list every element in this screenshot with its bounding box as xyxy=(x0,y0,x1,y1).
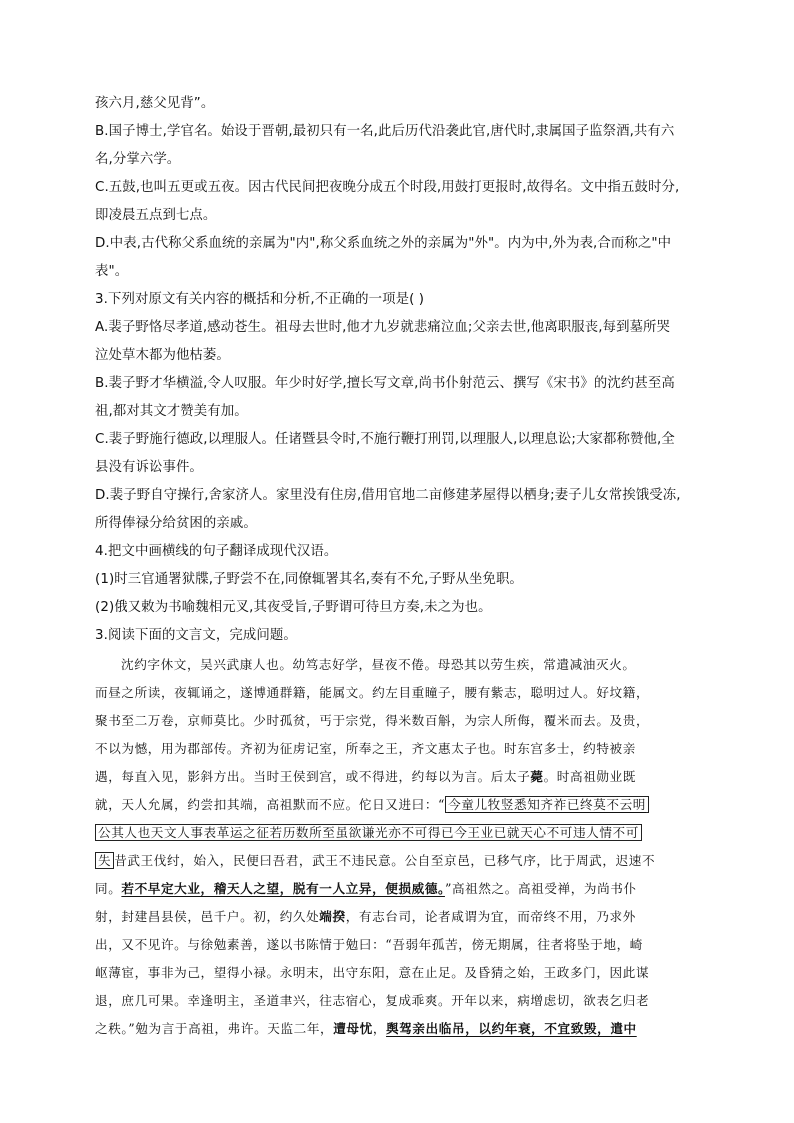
passage-line: 出，又不见许。与徐勉素善，遂以书陈情于勉曰：“吾弱年孤苦，傍无期属，往者将坠于地，崎 xyxy=(95,937,643,952)
passage-text: ，有志台司，论者咸谓为宜，而帝终不用，乃求外 xyxy=(345,909,636,924)
passage-text: 之秩。”勉为言于高祖，弗许。天监二年， xyxy=(95,1021,334,1036)
passage-line xyxy=(95,880,637,898)
passage-line: 退，庶几可果。幸逢明主，圣道聿兴，往志宿心，复成乖爽。开年以来，病增虑切，欲表乞归老 xyxy=(95,993,650,1008)
passage-line xyxy=(95,908,636,926)
passage-line: 沈约字休文，吴兴武康人也。幼笃志好学，昼夜不倦。母恐其以劳生疾，常遣减油灭火。 xyxy=(121,657,636,672)
text-line: 即凌晨五点到七点。 xyxy=(95,208,217,223)
underlined-sentence: 舆驾亲出临吊，以约年衰，不宜致毁，遣中 xyxy=(386,1021,637,1036)
passage-text: 就，天人允属，约尝扣其端，高祖默而不应。佗日又进曰：“ xyxy=(95,797,446,812)
question-4-stem: 4.把文中画横线的句子翻译成现代汉语。 xyxy=(95,544,338,559)
passage-text: 射，封建昌县侯，邑千户。初，约久处 xyxy=(95,909,320,924)
section-heading: 3.阅读下面的文言文，完成问题。 xyxy=(95,628,297,643)
passage-line: 聚书至二万卷，京师莫比。少时孤贫，丐于宗党，得米数百斛，为宗人所侮，覆米而去。及贵， xyxy=(95,713,650,728)
passage-line xyxy=(95,852,655,870)
passage-line xyxy=(95,796,649,814)
passage-line xyxy=(95,768,636,786)
passage-text: ”高祖然之。高祖受禅，为尚书仆 xyxy=(444,881,637,896)
passage-line: 岖薄宦，事非为己，望得小禄。永明末，出守东阳，意在止足。及昏猜之始，王政多门，因此谋 xyxy=(95,965,650,980)
text-line: 孩六月,慈父见背”。 xyxy=(95,96,215,111)
passage-text: 遇，每直入见，影斜方出。当时王侯到宫，或不得进，约每以为言。后太子 xyxy=(95,769,531,784)
text-line: B.国子博士,学官名。始设于晋朝,最初只有一名,此后历代沿袭此官,唐代时,隶属国子监祭酒,共有六 xyxy=(95,124,675,139)
option-d: D.裴子野自守操行,舍家济人。家里没有住房,借用官地二亩修建茅屋得以栖身;妻子儿女常挨饿受冻, xyxy=(95,488,681,503)
passage-line xyxy=(95,1020,637,1038)
emphasized-word: 遭母忧 xyxy=(333,1021,373,1036)
passage-line: 不以为憾，用为郡部传。齐初为征虏记室，所奉之王，齐文惠太子也。时东宫多士，约特被亲 xyxy=(95,741,636,756)
boxed-sentence: 今童儿牧竖悉知齐祚已终莫不云明 xyxy=(445,796,649,813)
text-line: 县没有诉讼事件。 xyxy=(95,460,203,475)
option-a: A.裴子野恪尽孝道,感动苍生。祖母去世时,他才九岁就悲痛泣血;父亲去世,他离职服丧,每到墓所哭 xyxy=(95,320,671,335)
passage-text: 同。 xyxy=(95,881,122,896)
text-line: D.中表,古代称父系血统的亲属为"内",称父系血统之外的亲属为"外"。内为中,外为表,合而称之"中 xyxy=(95,236,672,251)
text-line: C.五鼓,也叫五更或五夜。因古代民间把夜晚分成五个时段,用鼓打更报时,故得名。文中指五鼓时分, xyxy=(95,180,680,195)
emphasized-word: 薨 xyxy=(530,769,544,784)
passage-line: 而昼之所读，夜辄诵之，遂博通群籍，能属文。约左目重瞳子，腰有紫志，聪明过人。好坟籍， xyxy=(95,685,650,700)
option-b: B.裴子野才华横溢,令人叹服。年少时好学,擅长写文章,尚书仆射范云、撰写《宋书》的沈约甚至高 xyxy=(95,376,675,391)
text-line: 名,分掌六学。 xyxy=(95,152,181,167)
boxed-sentence: 公其人也天文人事表革运之征若历数所至虽欲谦光亦不可得已今王业已就天心不可违人情不可 xyxy=(95,824,642,841)
question-3-stem: 3.下列对原文有关内容的概括和分析,不正确的一项是( ) xyxy=(95,292,425,307)
translation-item-1: (1)时三官通署狱牒,子野尝不在,同僚辄署其名,奏有不允,子野从坐免职。 xyxy=(95,572,523,587)
translation-item-2: (2)俄又敕为书喻魏相元叉,其夜受旨,子野谓可待旦方奏,未之为也。 xyxy=(95,600,492,615)
underlined-sentence: 若不早定大业，稽天人之望，脱有一人立异，便损威德。 xyxy=(121,881,445,896)
text-line: 表"。 xyxy=(95,264,129,279)
option-c: C.裴子野施行德政,以理服人。任诸暨县令时,不施行鞭打刑罚,以理服人,以理息讼;大家都称赞他,全 xyxy=(95,432,675,447)
passage-text: 。时高祖勋业既 xyxy=(543,769,636,784)
passage-text: 昔武王伐纣，始入，民便曰吾君，武王不违民意。公自至京邑，已移气序，比于周武，迟速不 xyxy=(114,853,656,868)
text-line: 泣处草木都为他枯萎。 xyxy=(95,348,230,363)
text-line: 祖,都对其文才赞美有加。 xyxy=(95,404,248,419)
boxed-sentence: 失 xyxy=(95,852,114,869)
passage-text: ， xyxy=(372,1021,387,1036)
emphasized-word: 端揆 xyxy=(319,909,346,924)
text-line: 所得俸禄分给贫困的亲戚。 xyxy=(95,516,257,531)
passage-line xyxy=(95,824,642,842)
